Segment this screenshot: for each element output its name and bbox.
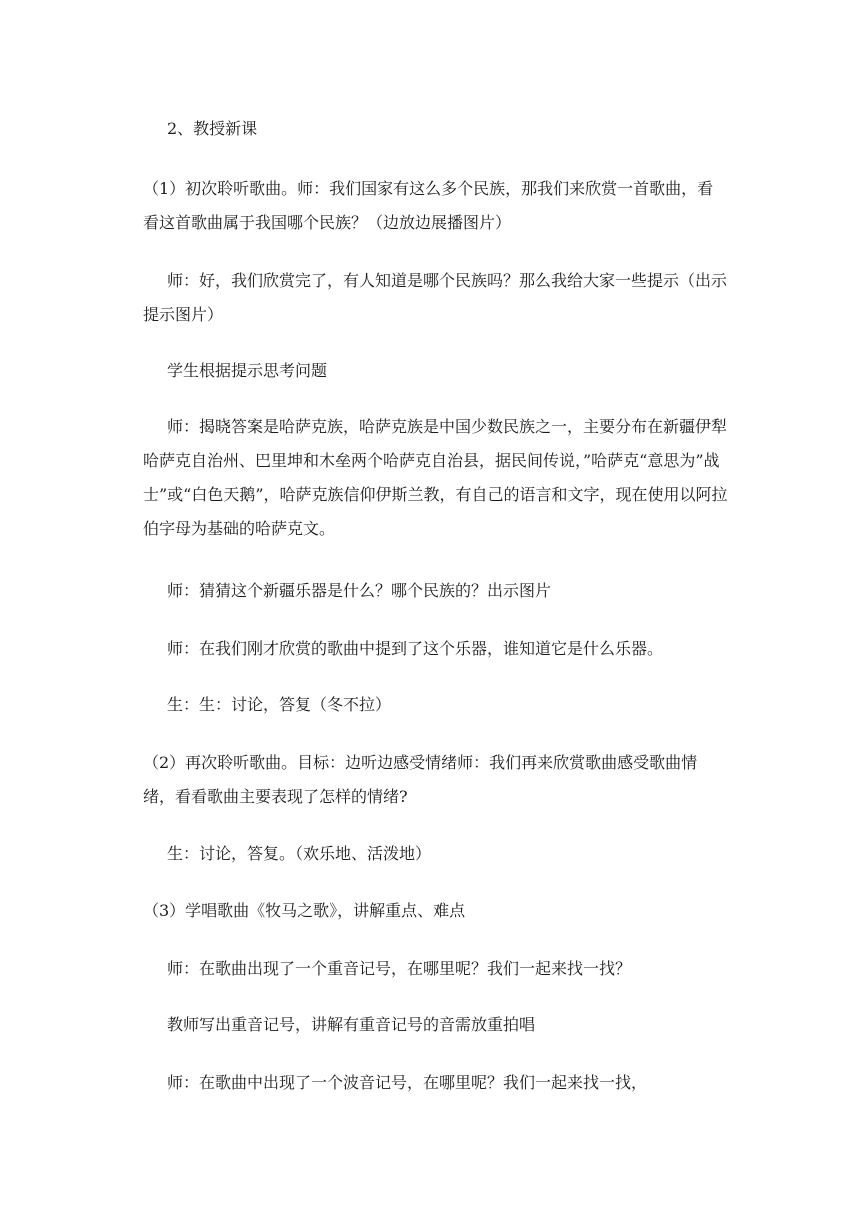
paragraph: （2）再次聆听歌曲。目标：边听边感受情绪师：我们再来欣赏歌曲感受歌曲情绪，看看歌曲主要表现了怎样的情绪? [143,753,698,806]
paragraph: 学生根据提示思考问题 [167,361,328,380]
section-heading: 2、教授新课 [167,119,258,138]
paragraph: 师：在歌曲出现了一个重音记号，在哪里呢？我们一起来找一找？ [167,959,632,978]
paragraph: 师：在我们刚才欣赏的歌曲中提到了这个乐器，谁知道它是什么乐器。 [167,639,664,658]
paragraph: 师：在歌曲中出现了一个波音记号，在哪里呢？我们一起来找一找， [167,1073,648,1092]
paragraph: 教师写出重音记号，讲解有重音记号的音需放重拍唱 [167,1015,536,1034]
paragraph: 师：好，我们欣赏完了，有人知道是哪个民族吗？那么我给大家一些提示（出示提示图片） [143,271,728,324]
paragraph: 生：生：讨论，答复（冬不拉） [167,695,392,714]
paragraph: （1）初次聆听歌曲。师：我们国家有这么多个民族，那我们来欣赏一首歌曲，看看这首歌曲属于我国哪个民族？（边放边展播图片） [143,179,714,232]
paragraph: 师：猜猜这个新疆乐器是什么？哪个民族的？出示图片 [167,581,552,600]
paragraph: 生：讨论，答复。（欢乐地、活泼地） [167,844,432,863]
paragraph: 师：揭晓答案是哈萨克族，哈萨克族是中国少数民族之一，主要分布在新疆伊犁哈萨克自治州、巴里坤和木垒两个哈萨克自治县，据民间传说，”哈萨克“意思为”战士”或“白色天鹅”，哈萨克族信仰伊斯兰教，有自己的语言和文字，现在使用以阿拉伯字母为基础的哈萨克文。 [143,417,728,538]
paragraph: （3）学唱歌曲《牧马之歌》，讲解重点、难点 [143,901,466,920]
